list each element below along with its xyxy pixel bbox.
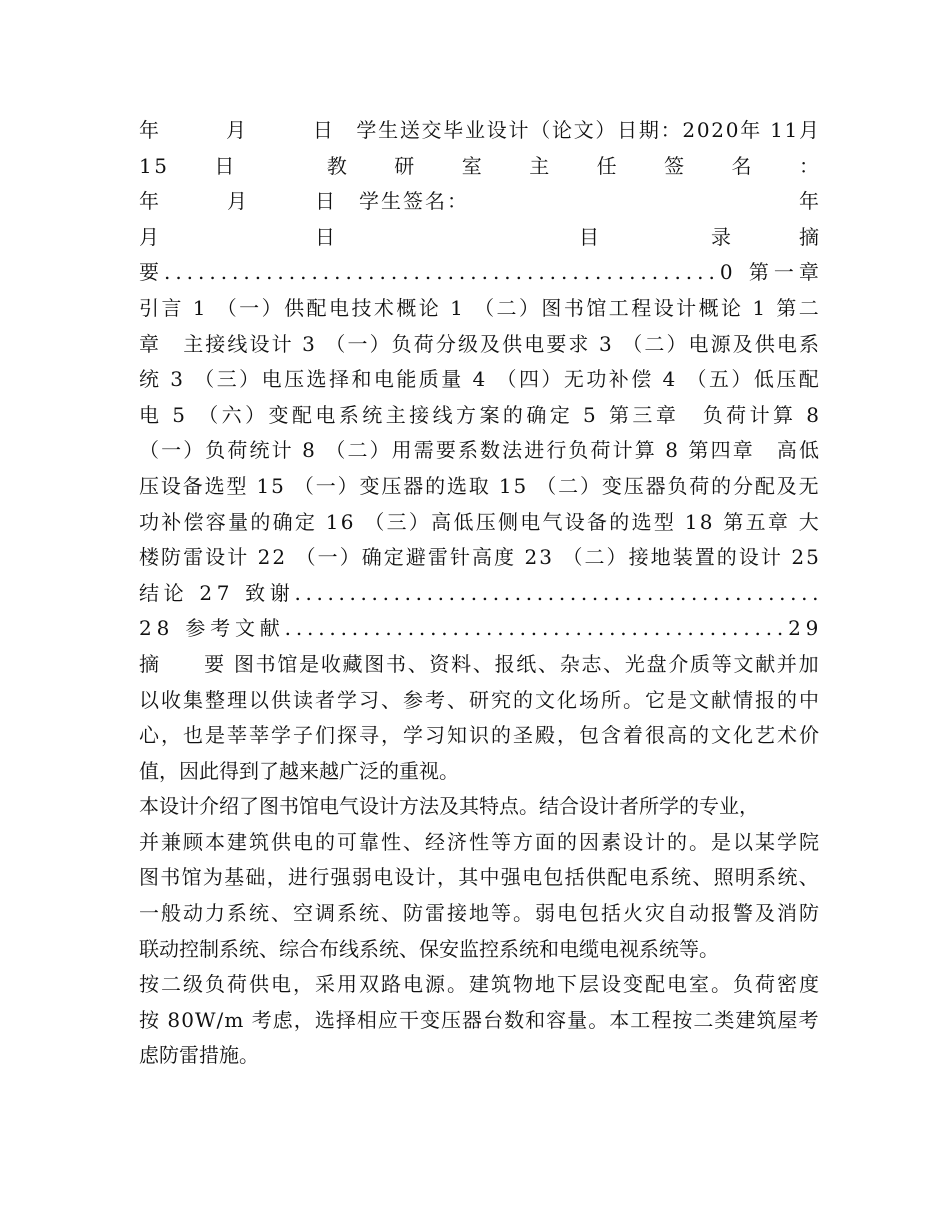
abstract-line-10: 按 二 级 负 荷 供 电 ， 采 用 双 路 电 源 。 建 筑 物 地 下 层 设 变 配 电 室 。 负 荷 密 度 [139,972,819,997]
abstract-line-8: 一 般 动 力 系 统 、 空 调 系 统 、 防 雷 接 地 等 。 弱 电 包 括 火 灾 自 动 报 警 及 消 防 [139,901,819,926]
toc-line-8: 功 补 偿 容 量 的 确 定 1 6 （ 三 ） 高 低 压 侧 电 气 设 备 的 选 型 1 8 第 五 章 大 [139,509,819,534]
abstract-line-4: 值，因此得到了越来越广泛的重视。 [139,758,459,783]
toc-line-2: 引 言 1 （ 一 ） 供 配 电 技 术 概 论 1 （ 二 ） 图 书 馆 工 程 设 计 概 论 1 第 二 [139,295,819,320]
toc-line-11: 2 8 参 考 文 献 . . . . . . . . . . . . . . . . . . . . . . . . . . . . . . . . . . . . . . . . . . . . . 2 9 [139,616,819,641]
abstract-line-1: 摘 要 图 书 馆 是 收 藏 图 书 、 资 料 、 报 纸 、 杂 志 、 光 盘 介 质 等 文 献 并 加 [139,651,819,676]
document-page [139,113,819,1074]
abstract-line-11: 按 8 0 W / m 考 虑 ， 选 择 相 应 干 变 压 器 台 数 和 容 量 。 本 工 程 按 二 类 建 筑 屋 考 [139,1007,819,1032]
abstract-line-12: 虑防雷措施。 [139,1043,259,1068]
toc-line-7: 压 设 备 选 型 1 5 （ 一 ） 变 压 器 的 选 取 1 5 （ 二 ） 变 压 器 负 荷 的 分 配 及 无 [139,473,819,498]
toc-line-1: 要 . . . . . . . . . . . . . . . . . . . . . . . . . . . . . . . . . . . . . . . . . . . . . . . . . 0 第 一 章 [139,260,819,285]
text-line-3: 年 月 日 学 生 签 名 ： 年 [139,189,819,214]
toc-line-5: 电 5 （ 六 ） 变 配 电 系 统 主 接 线 方 案 的 确 定 5 第 三 章 负 荷 计 算 8 [139,402,819,427]
abstract-line-2: 以 收 集 整 理 以 供 读 者 学 习 、 参 考 、 研 究 的 文 化 场 所 。 它 是 文 献 情 报 的 中 [139,687,819,712]
abstract-line-3: 心 ， 也 是 莘 莘 学 子 们 探 寻 ， 学 习 知 识 的 圣 殿 ， 包 含 着 很 高 的 文 化 艺 术 价 [139,723,819,748]
toc-line-4: 统 3 （ 三 ） 电 压 选 择 和 电 能 质 量 4 （ 四 ） 无 功 补 偿 4 （ 五 ） 低 压 配 [139,367,819,392]
toc-line-6: （ 一 ） 负 荷 统 计 8 （ 二 ） 用 需 要 系 数 法 进 行 负 荷 计 算 8 第 四 章 高 低 [139,438,819,463]
abstract-line-9: 联动控制系统、综合布线系统、保安监控系统和电缆电视系统等。 [139,936,719,961]
text-line-1: 年 月 日 学 生 送 交 毕 业 设 计 （ 论 文 ） 日 期 ： 2 0 2 0 年 1 1 月 [139,118,819,142]
toc-line-9: 楼 防 雷 设 计 2 2 （ 一 ） 确 定 避 雷 针 高 度 2 3 （ 二 ） 接 地 装 置 的 设 计 2 5 [139,545,819,570]
toc-line-3: 章 主 接 线 设 计 3 （ 一 ） 负 荷 分 级 及 供 电 要 求 3 （ 二 ） 电 源 及 供 电 系 [139,331,819,356]
toc-line-10: 结 论 2 7 致 谢 . . . . . . . . . . . . . . . . . . . . . . . . . . . . . . . . . . . . . . . . . . . . . . . . [139,580,819,605]
abstract-line-5: 本设计介绍了图书馆电气设计方法及其特点。结合设计者所学的专业， [139,794,759,819]
abstract-line-6: 并 兼 顾 本 建 筑 供 电 的 可 靠 性 、 经 济 性 等 方 面 的 因 素 设 计 的 。 是 以 某 学 院 [139,829,819,854]
abstract-line-7: 图 书 馆 为 基 础 ， 进 行 强 弱 电 设 计 ， 其 中 强 电 包 括 供 配 电 系 统 、 照 明 系 统 、 [139,865,819,890]
text-line-4: 月 日 目 录 摘 [139,224,819,249]
text-line-2: 1 5 日 教 研 室 主 任 签 名 ： [139,153,819,178]
